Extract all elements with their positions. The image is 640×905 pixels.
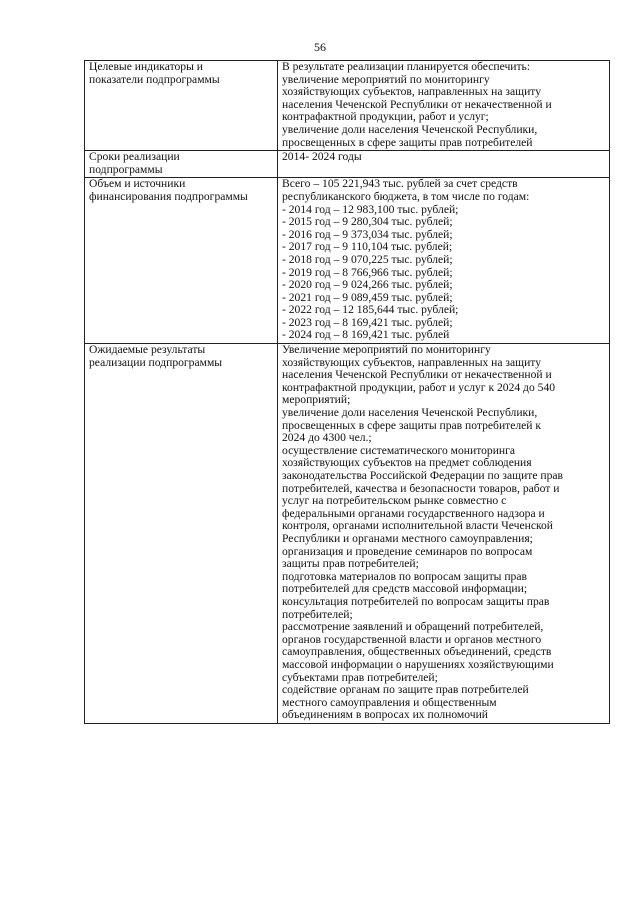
content-line: республиканского бюджета, в том числе по годам: [282, 189, 530, 203]
content-line: рассмотрение заявлений и обращений потребителей, [282, 620, 544, 634]
row-label-cell [85, 344, 278, 724]
target-indicators-row [85, 61, 610, 151]
content-line: осуществление систематического мониторинга [282, 443, 516, 457]
content-line: - 2020 год – 9 024,266 тыс. рублей; [282, 278, 453, 292]
content-line: мероприятий; [282, 393, 351, 407]
content-line: контрафактной продукции, работ и услуг к 2024 до 540 [282, 380, 556, 394]
content-line: 2014- 2024 годы [282, 150, 362, 164]
content-line: - 2015 год – 9 280,304 тыс. рублей; [282, 215, 453, 229]
label-line: Ожидаемые результаты [89, 343, 206, 357]
row-content-cell [278, 151, 610, 178]
content-line: - 2022 год – 12 185,644 тыс. рублей; [282, 303, 459, 317]
passport-table-body [85, 61, 610, 724]
content-line: федеральными органами государственного надзора и [282, 506, 545, 520]
content-line: контрафактной продукции, работ и услуг; [282, 110, 489, 124]
content-line: Республики и органами местного самоуправления; [282, 531, 533, 545]
label-line: реализации подпрограммы [89, 355, 223, 369]
content-line: населения Чеченской Республики от некачественной и [282, 97, 552, 111]
content-line: местного самоуправления и общественным [282, 695, 497, 709]
content-line: увеличение доли населения Чеченской Республики, [282, 122, 538, 136]
content-line: 2024 до 4300 чел.; [282, 431, 372, 445]
row-content-cell [278, 178, 610, 344]
content-line: хозяйствующих субъектов на предмет соблюдения [282, 456, 532, 470]
content-line: самоуправления, общественных объединений, средств [282, 645, 552, 659]
content-line: консультация потребителей по вопросам защиты прав [282, 594, 550, 608]
content-line: просвещенных в сфере защиты прав потребителей [282, 135, 533, 149]
row-content-cell [278, 61, 610, 151]
financing-row [85, 178, 610, 344]
content-line: Всего – 105 221,943 тыс. рублей за счет средств [282, 177, 518, 191]
content-line: контроля, органами исполнительной власти Чеченской [282, 519, 554, 533]
content-line: потребителей, качества и безопасности товаров, работ и [282, 481, 560, 495]
content-line: субъектами прав потребителей; [282, 670, 438, 684]
content-line: содействие органам по защите прав потребителей [282, 683, 529, 697]
label-line: показатели подпрограммы [89, 72, 220, 86]
content-line: законодательства Российской Федерации по защите прав [282, 469, 564, 482]
row-label-cell [85, 151, 278, 178]
content-line: - 2017 год – 9 110,104 тыс. рублей; [282, 240, 453, 254]
content-line: защиты прав потребителей; [282, 557, 419, 571]
content-line: просвещенных в сфере защиты прав потребителей к [282, 418, 542, 432]
content-line: массовой информации о нарушениях хозяйствующими [282, 657, 554, 671]
content-line: населения Чеченской Республики от некачественной и [282, 368, 552, 382]
content-line: - 2014 год – 12 983,100 тыс. рублей; [282, 202, 459, 216]
content-line: Увеличение мероприятий по мониторингу [282, 343, 491, 357]
label-line: Целевые индикаторы и [89, 60, 203, 73]
content-line: органов государственной власти и органов местного [282, 632, 542, 646]
label-line: Объем и источники [89, 177, 186, 191]
expected-results-row [85, 344, 610, 724]
content-line: подготовка материалов по вопросам защиты прав [282, 569, 527, 583]
content-line: потребителей для средств массовой информации; [282, 582, 528, 596]
page-number: 56 [314, 40, 326, 54]
content-line: увеличение доли населения Чеченской Республики, [282, 406, 538, 420]
content-line: услуг на потребительском рынке совместно с [282, 494, 507, 508]
row-label-cell [85, 61, 278, 151]
label-line: финансирования подпрограммы [89, 189, 248, 203]
content-line: - 2016 год – 9 373,034 тыс. рублей; [282, 227, 453, 241]
content-line: объединениям в вопросах их полномочий [282, 708, 488, 722]
content-line: - 2024 год – 8 169,421 тыс. рублей [282, 328, 450, 342]
content-line: - 2021 год – 9 089,459 тыс. рублей; [282, 290, 453, 304]
content-line: хозяйствующих субъектов, направленных на защиту [282, 85, 542, 99]
label-line: Сроки реализации [89, 150, 180, 164]
subprogram-passport-table [84, 60, 610, 724]
content-line: - 2023 год – 8 169,421 тыс. рублей; [282, 315, 453, 329]
label-line: подпрограммы [89, 162, 163, 176]
row-content-cell [278, 344, 610, 724]
content-line: В результате реализации планируется обеспечить: [282, 60, 531, 73]
content-line: организация и проведение семинаров по вопросам [282, 544, 533, 558]
content-line: потребителей; [282, 607, 353, 621]
content-line: увеличение мероприятий по мониторингу [282, 72, 490, 86]
implementation-period-row [85, 151, 610, 178]
content-line: хозяйствующих субъектов, направленных на защиту [282, 355, 542, 369]
row-label-cell [85, 178, 278, 344]
content-line: - 2018 год – 9 070,225 тыс. рублей; [282, 252, 453, 266]
content-line: - 2019 год – 8 766,966 тыс. рублей; [282, 265, 453, 279]
